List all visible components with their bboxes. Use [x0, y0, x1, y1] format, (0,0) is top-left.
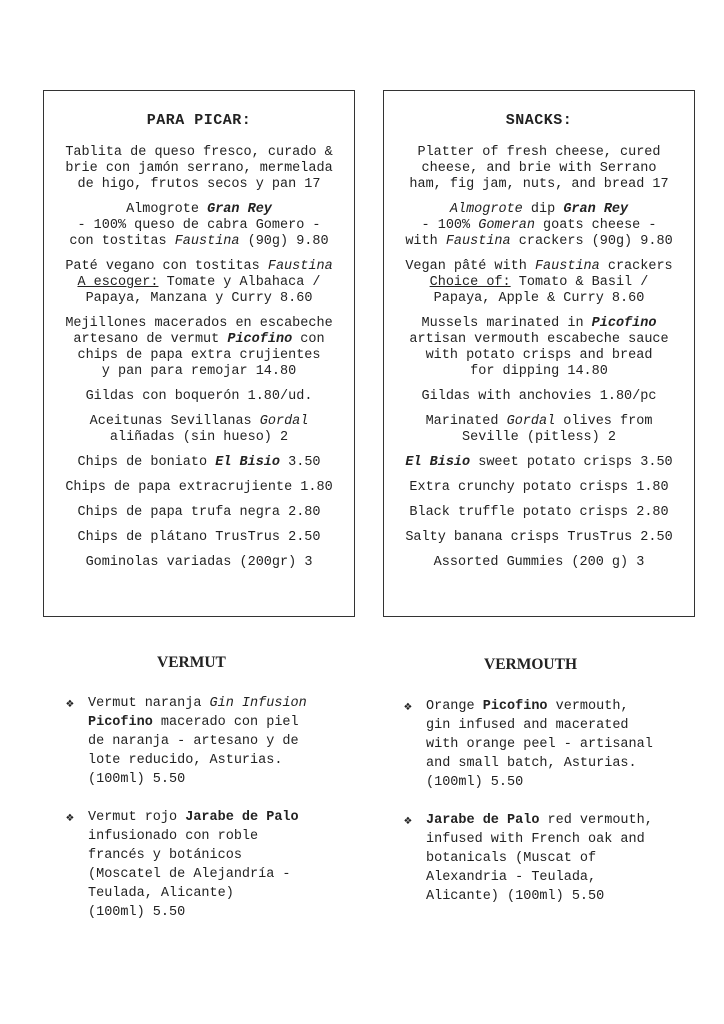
vermut-title: VERMUT: [157, 654, 226, 671]
vermut-list: [66, 694, 346, 941]
menu-item-olives: Aceitunas Sevillanas Gordal aliñadas (sin hueso) 2: [89, 414, 309, 445]
section-title: PARA PICAR:: [146, 112, 252, 129]
list-item: ❖ Vermut naranja Gin Infusion Picofino macerado con piel de naranja - artesano y de lote reducido, Asturias. (100ml) 5.50: [66, 696, 307, 787]
menu-item-gummies: Assorted Gummies (200 g) 3: [433, 555, 645, 570]
bullet-icon: ❖: [404, 813, 412, 828]
menu-item-mussels: Mejillones macerados en escabeche artesano de vermut Picofino con chips de papa extra crujientes y pan para remojar 14.80: [65, 316, 333, 379]
menu-item-truffle-crisps: Chips de papa trufa negra 2.80: [77, 505, 321, 520]
menu-item-cheese-board: Tablita de queso fresco, curado & brie con jamón serrano, mermelada de higo, frutos secos y pan 17: [65, 145, 333, 192]
vermouth-list: [404, 697, 694, 925]
menu-item-olives: Marinated Gordal olives from Seville (pitless) 2: [425, 414, 653, 445]
menu-item-banana-crisps: Chips de plátano TrusTrus 2.50: [77, 530, 321, 545]
menu-item-potato-crisps: Extra crunchy potato crisps 1.80: [409, 480, 669, 495]
list-item: ❖ Jarabe de Palo red vermouth, infused with French oak and botanicals (Muscat of Alexandria - Teulada, Alicante) (100ml) 5.50: [404, 813, 653, 904]
vermouth-title: VERMOUTH: [484, 656, 577, 673]
menu-item-gildas: Gildas con boquerón 1.80/ud.: [85, 389, 313, 404]
menu-item-vegan-pate: Paté vegano con tostitas Faustina A escoger: Tomate y Albahaca / Papaya, Manzana y Curry 8.60: [65, 259, 333, 306]
bullet-icon: ❖: [66, 810, 74, 825]
list-item: ❖ Vermut rojo Jarabe de Palo infusionado con roble francés y botánicos (Moscatel de Alejandría - Teulada, Alicante) (100ml) 5.50: [66, 810, 299, 920]
menu-item-truffle-crisps: Black truffle potato crisps 2.80: [409, 505, 669, 520]
menu-item-cheese-board: Platter of fresh cheese, cured cheese, and brie with Serrano ham, fig jam, nuts, and bread 17: [409, 145, 669, 192]
menu-item-almogrote: Almogrote Gran Rey - 100% queso de cabra Gomero - con tostitas Faustina (90g) 9.80: [69, 202, 329, 249]
menu-item-almogrote: Almogrote dip Gran Rey - 100% Gomeran goats cheese - with Faustina crackers (90g) 9.80: [405, 202, 673, 249]
menu-item-potato-crisps: Chips de papa extracrujiente 1.80: [65, 480, 333, 495]
menu-item-gildas: Gildas with anchovies 1.80/pc: [421, 389, 657, 404]
menu-item-gummies: Gominolas variadas (200gr) 3: [85, 555, 313, 570]
menu-box-spanish: [43, 90, 355, 617]
bullet-icon: ❖: [404, 699, 412, 714]
bullet-icon: ❖: [66, 696, 74, 711]
section-title: SNACKS:: [505, 112, 573, 129]
list-item: ❖ Orange Picofino vermouth, gin infused and macerated with orange peel - artisanal and small batch, Asturias. (100ml) 5.50: [404, 699, 653, 790]
menu-item-mussels: Mussels marinated in Picofino artisan vermouth escabeche sauce with potato crisps and bread for dipping 14.80: [409, 316, 669, 379]
menu-item-sweet-potato-crisps: El Bisio sweet potato crisps 3.50: [405, 455, 673, 470]
menu-item-vegan-pate: Vegan pâté with Faustina crackers Choice of: Tomato & Basil / Papaya, Apple & Curry 8.60: [405, 259, 673, 306]
menu-box-english: [383, 90, 695, 617]
menu-item-sweet-potato-crisps: Chips de boniato El Bisio 3.50: [77, 455, 321, 470]
menu-item-banana-crisps: Salty banana crisps TrusTrus 2.50: [405, 530, 673, 545]
